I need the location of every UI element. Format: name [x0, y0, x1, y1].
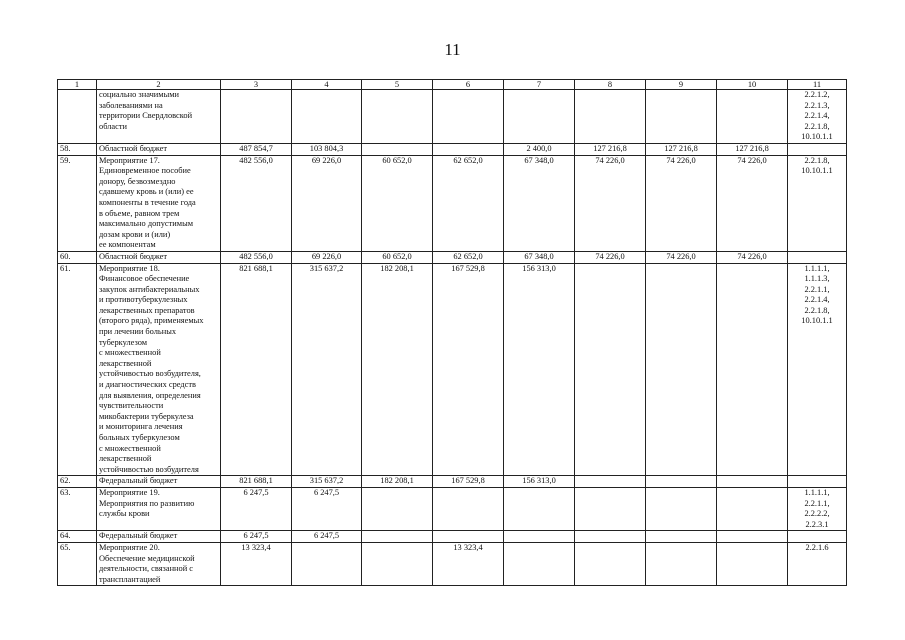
- amount-cell: [221, 90, 292, 144]
- activity-name-line: в объеме, равном трем: [99, 208, 180, 218]
- amount-cell: 821 688,1: [221, 263, 292, 476]
- row-number: 58.: [58, 143, 97, 155]
- target-code-line: 1.1.1.3,: [804, 274, 830, 284]
- amount-cell: 74 226,0: [575, 251, 646, 263]
- amount-cell: 482 556,0: [221, 155, 292, 251]
- activity-name-line: закупок антибактериальных: [99, 284, 200, 294]
- activity-name-line: Единовременное пособие: [99, 166, 191, 176]
- amount-cell: 127 216,8: [717, 143, 788, 155]
- table-row: [58, 476, 847, 488]
- amount-cell: 6 247,5: [292, 487, 362, 530]
- target-code-line: 1.1.1.1,: [804, 487, 830, 497]
- column-header-row: [58, 80, 847, 90]
- activity-name-line: для выявления, определения: [99, 390, 201, 400]
- activity-name-line: дозам крови и (или): [99, 229, 171, 239]
- activity-name-line: устойчивостью возбудителя: [99, 464, 199, 474]
- target-indicator-codes: [788, 542, 847, 585]
- amount-cell: [646, 531, 717, 543]
- table-body: [58, 80, 847, 586]
- activity-name-line: заболеваниями на: [99, 100, 163, 110]
- amount-cell: [575, 263, 646, 476]
- activity-name-line: службы крови: [99, 509, 150, 519]
- activity-name-line: Мероприятие 17.: [99, 155, 160, 165]
- target-indicator-codes: [788, 476, 847, 488]
- target-code-line: 2.2.1.4,: [804, 111, 830, 121]
- activity-name-line: Мероприятие 18.: [99, 263, 160, 273]
- amount-cell: [717, 263, 788, 476]
- amount-cell: 62 652,0: [433, 251, 504, 263]
- amount-cell: 6 247,5: [292, 531, 362, 543]
- activity-name-line: Мероприятия по развитию: [99, 498, 195, 508]
- target-code-line: 10.10.1.1: [801, 316, 833, 326]
- activity-name-line: донору, безвозмездно: [99, 176, 176, 186]
- amount-cell: 127 216,8: [575, 143, 646, 155]
- activity-name-line: области: [99, 121, 127, 131]
- amount-cell: 156 313,0: [504, 476, 575, 488]
- activity-name-line: территории Свердловской: [99, 111, 193, 121]
- amount-cell: [575, 542, 646, 585]
- amount-cell: 74 226,0: [575, 155, 646, 251]
- amount-cell: 182 208,1: [362, 476, 433, 488]
- target-code-line: 10.10.1.1: [801, 132, 833, 142]
- activity-name-line: Финансовое обеспечение: [99, 274, 190, 284]
- activity-name: [97, 531, 221, 543]
- amount-cell: 67 348,0: [504, 251, 575, 263]
- amount-cell: 182 208,1: [362, 263, 433, 476]
- row-number: 59.: [58, 155, 97, 251]
- target-code-line: 2.2.1.1,: [804, 498, 830, 508]
- activity-name-line: и диагностических средств: [99, 380, 197, 390]
- target-code-line: 2.2.3.1: [805, 519, 829, 529]
- activity-name-line: ее компонентам: [99, 240, 156, 250]
- activity-name-line: трансплантацией: [99, 574, 161, 584]
- amount-cell: [646, 487, 717, 530]
- table-row: [58, 531, 847, 543]
- amount-cell: 13 323,4: [433, 542, 504, 585]
- table-row: [58, 143, 847, 155]
- activity-name-line: максимально допустимым: [99, 219, 194, 229]
- amount-cell: [717, 531, 788, 543]
- amount-cell: [504, 542, 575, 585]
- column-header: 1: [58, 80, 97, 90]
- activity-name-line: при лечении больных: [99, 327, 177, 337]
- amount-cell: [362, 542, 433, 585]
- activity-name-line: Областной бюджет: [99, 143, 168, 153]
- amount-cell: 6 247,5: [221, 487, 292, 530]
- program-activities-table: [57, 79, 847, 586]
- amount-cell: [575, 476, 646, 488]
- amount-cell: 127 216,8: [646, 143, 717, 155]
- target-code-line: 2.2.1.8,: [804, 155, 830, 165]
- amount-cell: 315 637,2: [292, 476, 362, 488]
- amount-cell: 482 556,0: [221, 251, 292, 263]
- target-code-line: 2.2.1.3,: [804, 100, 830, 110]
- target-indicator-codes: [788, 251, 847, 263]
- amount-cell: 74 226,0: [717, 251, 788, 263]
- amount-cell: 69 226,0: [292, 155, 362, 251]
- amount-cell: [433, 487, 504, 530]
- activity-name: [97, 263, 221, 476]
- activity-name: [97, 143, 221, 155]
- column-header: 7: [504, 80, 575, 90]
- row-number: [58, 90, 97, 144]
- column-header: 8: [575, 80, 646, 90]
- target-indicator-codes: [788, 531, 847, 543]
- target-code-line: 2.2.1.2,: [804, 90, 830, 99]
- activity-name-line: лекарственной: [99, 358, 152, 368]
- amount-cell: 74 226,0: [646, 251, 717, 263]
- target-code-line: 2.2.1.8,: [804, 121, 830, 131]
- target-code-line: 2.2.2.2,: [804, 509, 830, 519]
- target-code-line: 10.10.1.1: [801, 166, 833, 176]
- amount-cell: [646, 263, 717, 476]
- amount-cell: 69 226,0: [292, 251, 362, 263]
- amount-cell: [292, 542, 362, 585]
- activity-name-line: деятельности, связанной с: [99, 564, 194, 574]
- activity-name: [97, 487, 221, 530]
- table-row: [58, 90, 847, 144]
- activity-name-line: устойчивостью возбудителя,: [99, 369, 201, 379]
- table-row: [58, 542, 847, 585]
- target-indicator-codes: [788, 90, 847, 144]
- activity-name-line: туберкулезом: [99, 337, 148, 347]
- page-number: 11: [444, 40, 461, 59]
- amount-cell: [504, 487, 575, 530]
- amount-cell: 103 804,3: [292, 143, 362, 155]
- activity-name: [97, 90, 221, 144]
- amount-cell: [646, 90, 717, 144]
- activity-name-line: лекарственных препаратов: [99, 305, 195, 315]
- activity-name-line: и мониторинга лечения: [99, 422, 183, 432]
- amount-cell: [362, 487, 433, 530]
- amount-cell: 167 529,8: [433, 476, 504, 488]
- amount-cell: 156 313,0: [504, 263, 575, 476]
- target-code-line: 1.1.1.1,: [804, 263, 830, 273]
- amount-cell: 67 348,0: [504, 155, 575, 251]
- amount-cell: [433, 90, 504, 144]
- activity-name-line: компоненты в течение года: [99, 197, 196, 207]
- column-header: 2: [97, 80, 221, 90]
- amount-cell: [717, 542, 788, 585]
- target-indicator-codes: [788, 487, 847, 530]
- activity-name-line: Федеральный бюджет: [99, 531, 178, 541]
- amount-cell: 13 323,4: [221, 542, 292, 585]
- amount-cell: [575, 531, 646, 543]
- table-row: [58, 263, 847, 476]
- amount-cell: [504, 90, 575, 144]
- amount-cell: 2 400,0: [504, 143, 575, 155]
- amount-cell: 6 247,5: [221, 531, 292, 543]
- column-header: 5: [362, 80, 433, 90]
- amount-cell: [717, 476, 788, 488]
- activity-name-line: (второго ряда), применяемых: [99, 316, 204, 326]
- table-row: [58, 487, 847, 530]
- amount-cell: [646, 476, 717, 488]
- amount-cell: [433, 531, 504, 543]
- amount-cell: [575, 90, 646, 144]
- column-header: 9: [646, 80, 717, 90]
- row-number: 62.: [58, 476, 97, 488]
- amount-cell: 74 226,0: [717, 155, 788, 251]
- amount-cell: [504, 531, 575, 543]
- amount-cell: [362, 531, 433, 543]
- activity-name-line: чувствительности: [99, 401, 164, 411]
- activity-name-line: Областной бюджет: [99, 251, 168, 261]
- activity-name: [97, 155, 221, 251]
- target-code-line: 2.2.1.8,: [804, 305, 830, 315]
- activity-name-line: Мероприятие 20.: [99, 542, 160, 552]
- activity-name-line: Обеспечение медицинской: [99, 553, 195, 563]
- activity-name-line: Федеральный бюджет: [99, 476, 178, 486]
- amount-cell: [717, 90, 788, 144]
- activity-name: [97, 542, 221, 585]
- activity-name-line: с множественной: [99, 348, 161, 358]
- amount-cell: [433, 143, 504, 155]
- column-header: 11: [788, 80, 847, 90]
- target-code-line: 2.2.1.6: [805, 542, 829, 552]
- row-number: 64.: [58, 531, 97, 543]
- amount-cell: [362, 143, 433, 155]
- column-header: 10: [717, 80, 788, 90]
- table-row: [58, 251, 847, 263]
- activity-name-line: микобактерии туберкулеза: [99, 411, 194, 421]
- activity-name-line: Мероприятие 19.: [99, 487, 160, 497]
- target-indicator-codes: [788, 143, 847, 155]
- activity-name-line: больных туберкулезом: [99, 433, 180, 442]
- amount-cell: 62 652,0: [433, 155, 504, 251]
- target-code-line: 2.2.1.1,: [804, 284, 830, 294]
- amount-cell: 167 529,8: [433, 263, 504, 476]
- amount-cell: 60 652,0: [362, 251, 433, 263]
- amount-cell: 315 637,2: [292, 263, 362, 476]
- activity-name-line: социально значимыми: [99, 90, 179, 99]
- target-indicator-codes: [788, 263, 847, 476]
- target-code-line: 2.2.1.4,: [804, 295, 830, 305]
- amount-cell: [575, 487, 646, 530]
- row-number: 65.: [58, 542, 97, 585]
- activity-name-line: лекарственной: [99, 454, 152, 464]
- activity-name-line: сдавшему кровь и (или) ее: [99, 187, 194, 197]
- activity-name: [97, 251, 221, 263]
- activity-name-line: с множественной: [99, 443, 161, 453]
- activity-name-line: и противотуберкулезных: [99, 295, 188, 305]
- column-header: 3: [221, 80, 292, 90]
- row-number: 61.: [58, 263, 97, 476]
- row-number: 60.: [58, 251, 97, 263]
- column-header: 6: [433, 80, 504, 90]
- amount-cell: [292, 90, 362, 144]
- activity-name: [97, 476, 221, 488]
- target-indicator-codes: [788, 155, 847, 251]
- amount-cell: 487 854,7: [221, 143, 292, 155]
- table-row: [58, 155, 847, 251]
- column-header: 4: [292, 80, 362, 90]
- amount-cell: 821 688,1: [221, 476, 292, 488]
- row-number: 63.: [58, 487, 97, 530]
- amount-cell: 74 226,0: [646, 155, 717, 251]
- amount-cell: [717, 487, 788, 530]
- amount-cell: 60 652,0: [362, 155, 433, 251]
- amount-cell: [362, 90, 433, 144]
- amount-cell: [646, 542, 717, 585]
